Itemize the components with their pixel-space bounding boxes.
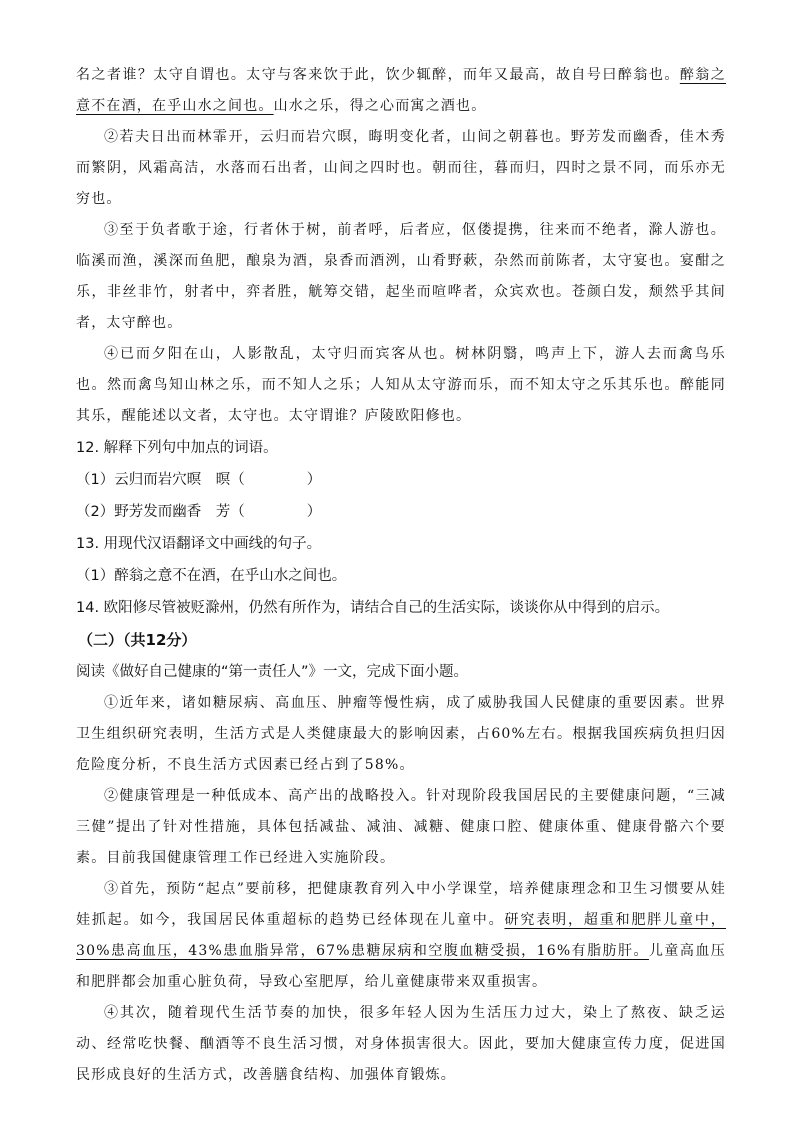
q12-2-text: （2）野芳发而幽香 芳（ [76,504,245,520]
close-paren: ） [306,472,322,488]
question-12-item-2 [76,496,726,528]
question-12-item-1 [76,464,726,496]
passage1-paragraph-1 [76,60,726,122]
underlined-sentence-part-b: 在乎山水之间也。 [152,98,274,114]
section-2-intro: 阅读《做好自己健康的“第一责任人”》一文，完成下面小题。 [76,664,469,680]
q12-1-text: （1）云归而岩穴暝 暝（ [76,472,245,488]
question-13: 13. 用现代汉语翻译文中画线的句子。 [76,536,322,552]
passage2-paragraph-2: ②健康管理是一种低成本、高产出的战略投入。针对现阶段我国居民的主要健康问题，“三减三健”提出了针对性措施，具体包括减盐、减油、减糖、健康口腔、健康体重、健康骨骼六个要素。目前我国健康管理工作已经进入实施阶段。 [76,788,726,866]
underlined-sentence-part-a: 醉翁之意不在酒， [76,67,726,114]
p3-lead-text: ③首先，预防“起点”要前移，把健康教育列入中小学课堂，培养健康理念和卫生习惯要从娃娃抓起。如今，我国居民体重超标的趋势已经体现在儿童中。 [76,881,726,928]
passage1-paragraph-2: ②若夫日出而林霏开，云归而岩穴暝，晦明变化者，山间之朝暮也。野芳发而幽香，佳木秀而繁阴，风霜高洁，水落而石出者，山间之四时也。朝而往，暮而归，四时之景不同，而乐亦无穷也。 [76,129,726,207]
passage1-paragraph-3: ③至于负者歌于途，行者休于树，前者呼，后者应，伛偻提携，往来而不绝者，滁人游也。临溪而渔，溪深而鱼肥，酿泉为酒，泉香而酒洌，山肴野蔌，杂然而前陈者，太守宴也。宴酣之乐，非丝非竹，射者中，弈者胜，觥筹交错，起坐而喧哗者，众宾欢也。苍颜白发，颓然乎其间者，太守醉也。 [76,222,726,331]
close-paren: ） [306,504,322,520]
p1-lead-text: 名之者谁？太守自谓也。太守与客来饮于此，饮少辄醉，而年又最高，故自号曰醉翁也。 [76,67,680,83]
question-13-item-1: （1）醉翁之意不在酒，在乎山水之间也。 [76,568,347,584]
p1-tail-text: 山水之乐，得之心而寓之酒也。 [273,98,487,114]
question-14: 14. 欧阳修尽管被贬滁州，仍然有所作为，请结合自己的生活实际，谈谈你从中得到的启示。 [76,600,670,616]
passage2-paragraph-4: ④其次，随着现代生活节奏的加快，很多年轻人因为生活压力过大，染上了熬夜、缺乏运动、经常吃快餐、酗酒等不良生活习惯，对身体损害很大。因此，要加大健康宣传力度，促进国民形成良好的生活方式，改善膳食结构、加强体育锻炼。 [76,1005,726,1083]
document-page [76,60,726,1091]
passage1-paragraph-4: ④已而夕阳在山，人影散乱，太守归而宾客从也。树林阴翳，鸣声上下，游人去而禽鸟乐也。然而禽鸟知山林之乐，而不知人之乐；人知从太守游而乐，而不知太守之乐其乐也。醉能同其乐，醒能述以文者，太守也。太守谓谁？庐陵欧阳修也。 [76,346,726,424]
passage2-paragraph-1: ①近年来，诸如糖尿病、高血压、肿瘤等慢性病，成了威胁我国人民健康的重要因素。世界卫生组织研究表明，生活方式是人类健康最大的影响因素，占60%左右。根据我国疾病负担归因危险度分析，不良生活方式因素已经占到了58%。 [76,695,726,773]
passage2-paragraph-3 [76,874,726,998]
question-12: 12. 解释下列句中加点的词语。 [76,440,278,456]
section-2-title: （二）（共12分） [78,631,197,649]
p3-tail-text: 儿童高血压和肥胖都会加重心脏负荷，导致心室肥厚，给儿童健康带来双重损害。 [76,943,727,990]
underlined-sentence: 研究表明，超重和肥胖儿童中，30%患高血压，43%患血脂异常，67%患糖尿病和空腹血糖受损，16%有脂肪肝。 [76,912,726,959]
